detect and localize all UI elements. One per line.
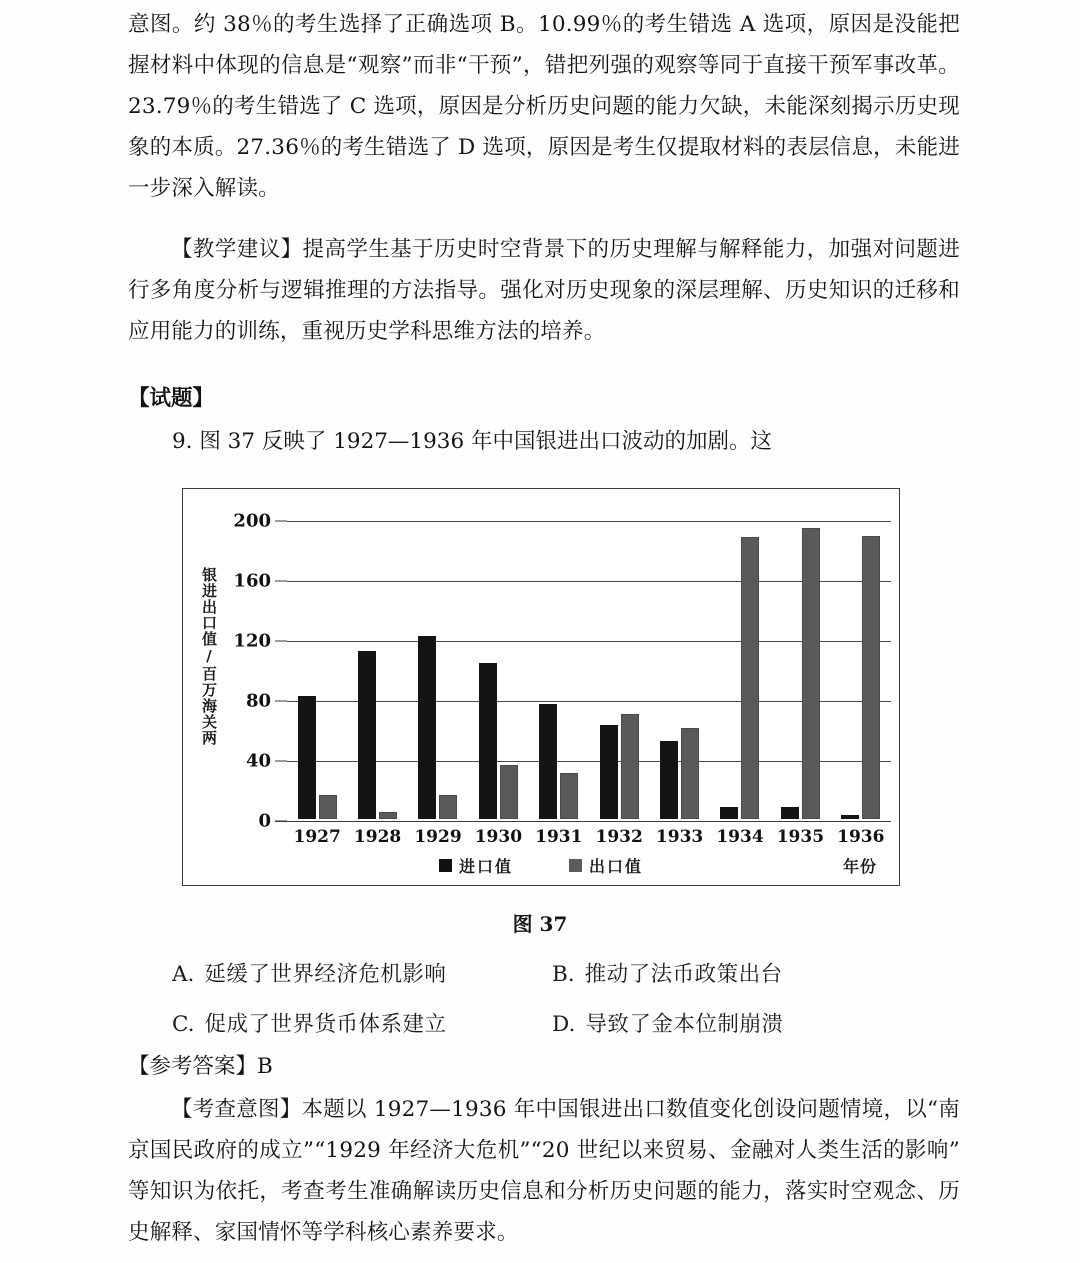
chart-x-tick-label: 1927 [293, 827, 341, 847]
chart-bar-group [770, 521, 830, 819]
chart-bar-group [347, 521, 407, 819]
option-a-text: 延缓了世界经济危机影响 [204, 962, 447, 987]
chart-x-tick-label: 1936 [837, 827, 885, 847]
chart-bar-group [468, 521, 528, 819]
chart-y-tick-label: 120 [233, 630, 271, 652]
chart-bar-export [741, 537, 759, 819]
paragraph-teaching-advice-text: 【教学建议】提高学生基于历史时空背景下的历史理解与解释能力，加强对问题进行多角度分析与逻辑推理的方法指导。强化对历史现象的深层理解、历史知识的迁移和应用能力的训练，重视历史学科思维方法的培养。 [128, 237, 960, 344]
option-b-letter: B. [552, 962, 575, 987]
paragraph-teaching-advice [128, 229, 960, 352]
chart-bar-import [600, 725, 618, 820]
reference-answer-line: 【参考答案】B [128, 1054, 273, 1079]
chart-bar-import [298, 696, 316, 819]
chart-x-tick-label: 1929 [414, 827, 462, 847]
chart-x-tick-label: 1932 [595, 827, 643, 847]
chart-x-tick-label: 1930 [474, 827, 523, 847]
chart-x-tick-label: 1931 [535, 827, 583, 847]
legend-item-import [439, 854, 513, 877]
chart-bar-import [539, 704, 557, 820]
chart-bar-import [479, 663, 497, 819]
chart-x-tick-label: 1933 [655, 827, 704, 847]
chart-bar-group [649, 521, 709, 819]
chart-x-tick-label: 1935 [776, 827, 825, 847]
chart-y-tick-label: 40 [245, 750, 271, 772]
chart-bar-export [500, 765, 518, 819]
chart-bar-import [841, 815, 859, 820]
option-row [172, 1000, 932, 1050]
chart-bar-import [720, 807, 738, 819]
chart-plot-area [183, 489, 899, 885]
chart-y-tick-mark [275, 701, 287, 702]
option-row [172, 950, 932, 1000]
chart-legend [183, 854, 899, 877]
chart-bar-import [418, 636, 436, 819]
chart-y-tick-mark [275, 521, 287, 522]
chart-y-tick-label: 80 [245, 690, 271, 712]
figure-chart-box [182, 488, 900, 886]
option-c-letter: C. [172, 1012, 195, 1037]
chart-bar-import [781, 807, 799, 819]
option-d-letter: D. [552, 1012, 576, 1037]
chart-bar-group [831, 521, 891, 819]
chart-bar-export [681, 728, 699, 820]
section-heading-question: 【试题】 [128, 386, 215, 411]
answer-options [172, 950, 932, 1050]
chart-bar-export [802, 528, 820, 819]
chart-y-tick-label: 200 [233, 510, 271, 532]
chart-bar-export [560, 773, 578, 820]
legend-item-export [569, 854, 643, 877]
option-d-text: 导致了金本位制崩溃 [585, 1012, 784, 1037]
chart-bar-group [589, 521, 649, 819]
chart-bar-group [287, 521, 347, 819]
paragraph-analysis-text: 意图。约 38％的考生选择了正确选项 B。10.99％的考生错选 A 选项，原因是没能把握材料中体现的信息是“观察”而非“干预”，错把列强的观察等同于直接干预军事改革。23.79％的考生错选了 C 选项，原因是分析历史问题的能力欠缺，未能深刻揭示历史现象的本质。27.36％的考生错选了 D 选项，原因是考生仅提取材料的表层信息，未能进一步深入解读。 [128, 12, 960, 201]
chart-bar-export [862, 536, 880, 820]
paragraph-assessment-intent-text: 【考查意图】本题以 1927—1936 年中国银进出口数值变化创设问题情境，以“南京国民政府的成立”“1929 年经济大危机”“20 世纪以来贸易、金融对人类生活的影响”等知识为依托，考查考生准确解读历史信息和分析历史问题的能力，落实时空观念、历史解释、家国情怀等学科核心素养要求。 [128, 1097, 960, 1245]
chart-x-tick-label: 1928 [353, 827, 402, 847]
chart-y-tick-mark [275, 581, 287, 582]
paragraph-assessment-intent [128, 1089, 960, 1253]
chart-baseline [275, 821, 891, 822]
option-c-text: 促成了世界货币体系建立 [204, 1012, 447, 1037]
chart-y-tick-mark [275, 641, 287, 642]
chart-y-axis-title: 银进出口值/百万海关两 [200, 567, 218, 746]
option-b-text: 推动了法币政策出台 [584, 962, 783, 987]
chart-y-tick-mark [275, 761, 287, 762]
paragraph-analysis [128, 4, 960, 209]
chart-bars-area [287, 521, 891, 819]
option-b[interactable] [552, 950, 932, 1000]
chart-x-axis-title: 年份 [842, 857, 877, 876]
legend-swatch-import-icon [439, 859, 452, 872]
legend-swatch-export-icon [569, 859, 582, 872]
chart-bar-group [529, 521, 589, 819]
chart-bar-group [710, 521, 770, 819]
chart-bar-export [319, 795, 337, 819]
option-c[interactable] [172, 1000, 552, 1050]
question-stem: 9. 图 37 反映了 1927—1936 年中国银进出口波动的加剧。这 [172, 429, 772, 454]
chart-bar-import [358, 651, 376, 819]
chart-bar-export [621, 714, 639, 819]
option-d[interactable] [552, 1000, 932, 1050]
option-a[interactable] [172, 950, 552, 1000]
chart-bar-export [379, 812, 397, 820]
chart-y-tick-label: 0 [258, 810, 271, 832]
chart-y-tick-label: 160 [233, 570, 271, 592]
legend-label-import: 进口值 [458, 857, 513, 876]
option-a-letter: A. [172, 962, 195, 987]
chart-bar-export [439, 795, 457, 819]
figure-caption: 图 37 [512, 912, 568, 936]
chart-bar-group [408, 521, 468, 819]
chart-x-tick-label: 1934 [716, 827, 764, 847]
legend-label-export: 出口值 [589, 857, 644, 876]
chart-bar-import [660, 741, 678, 819]
